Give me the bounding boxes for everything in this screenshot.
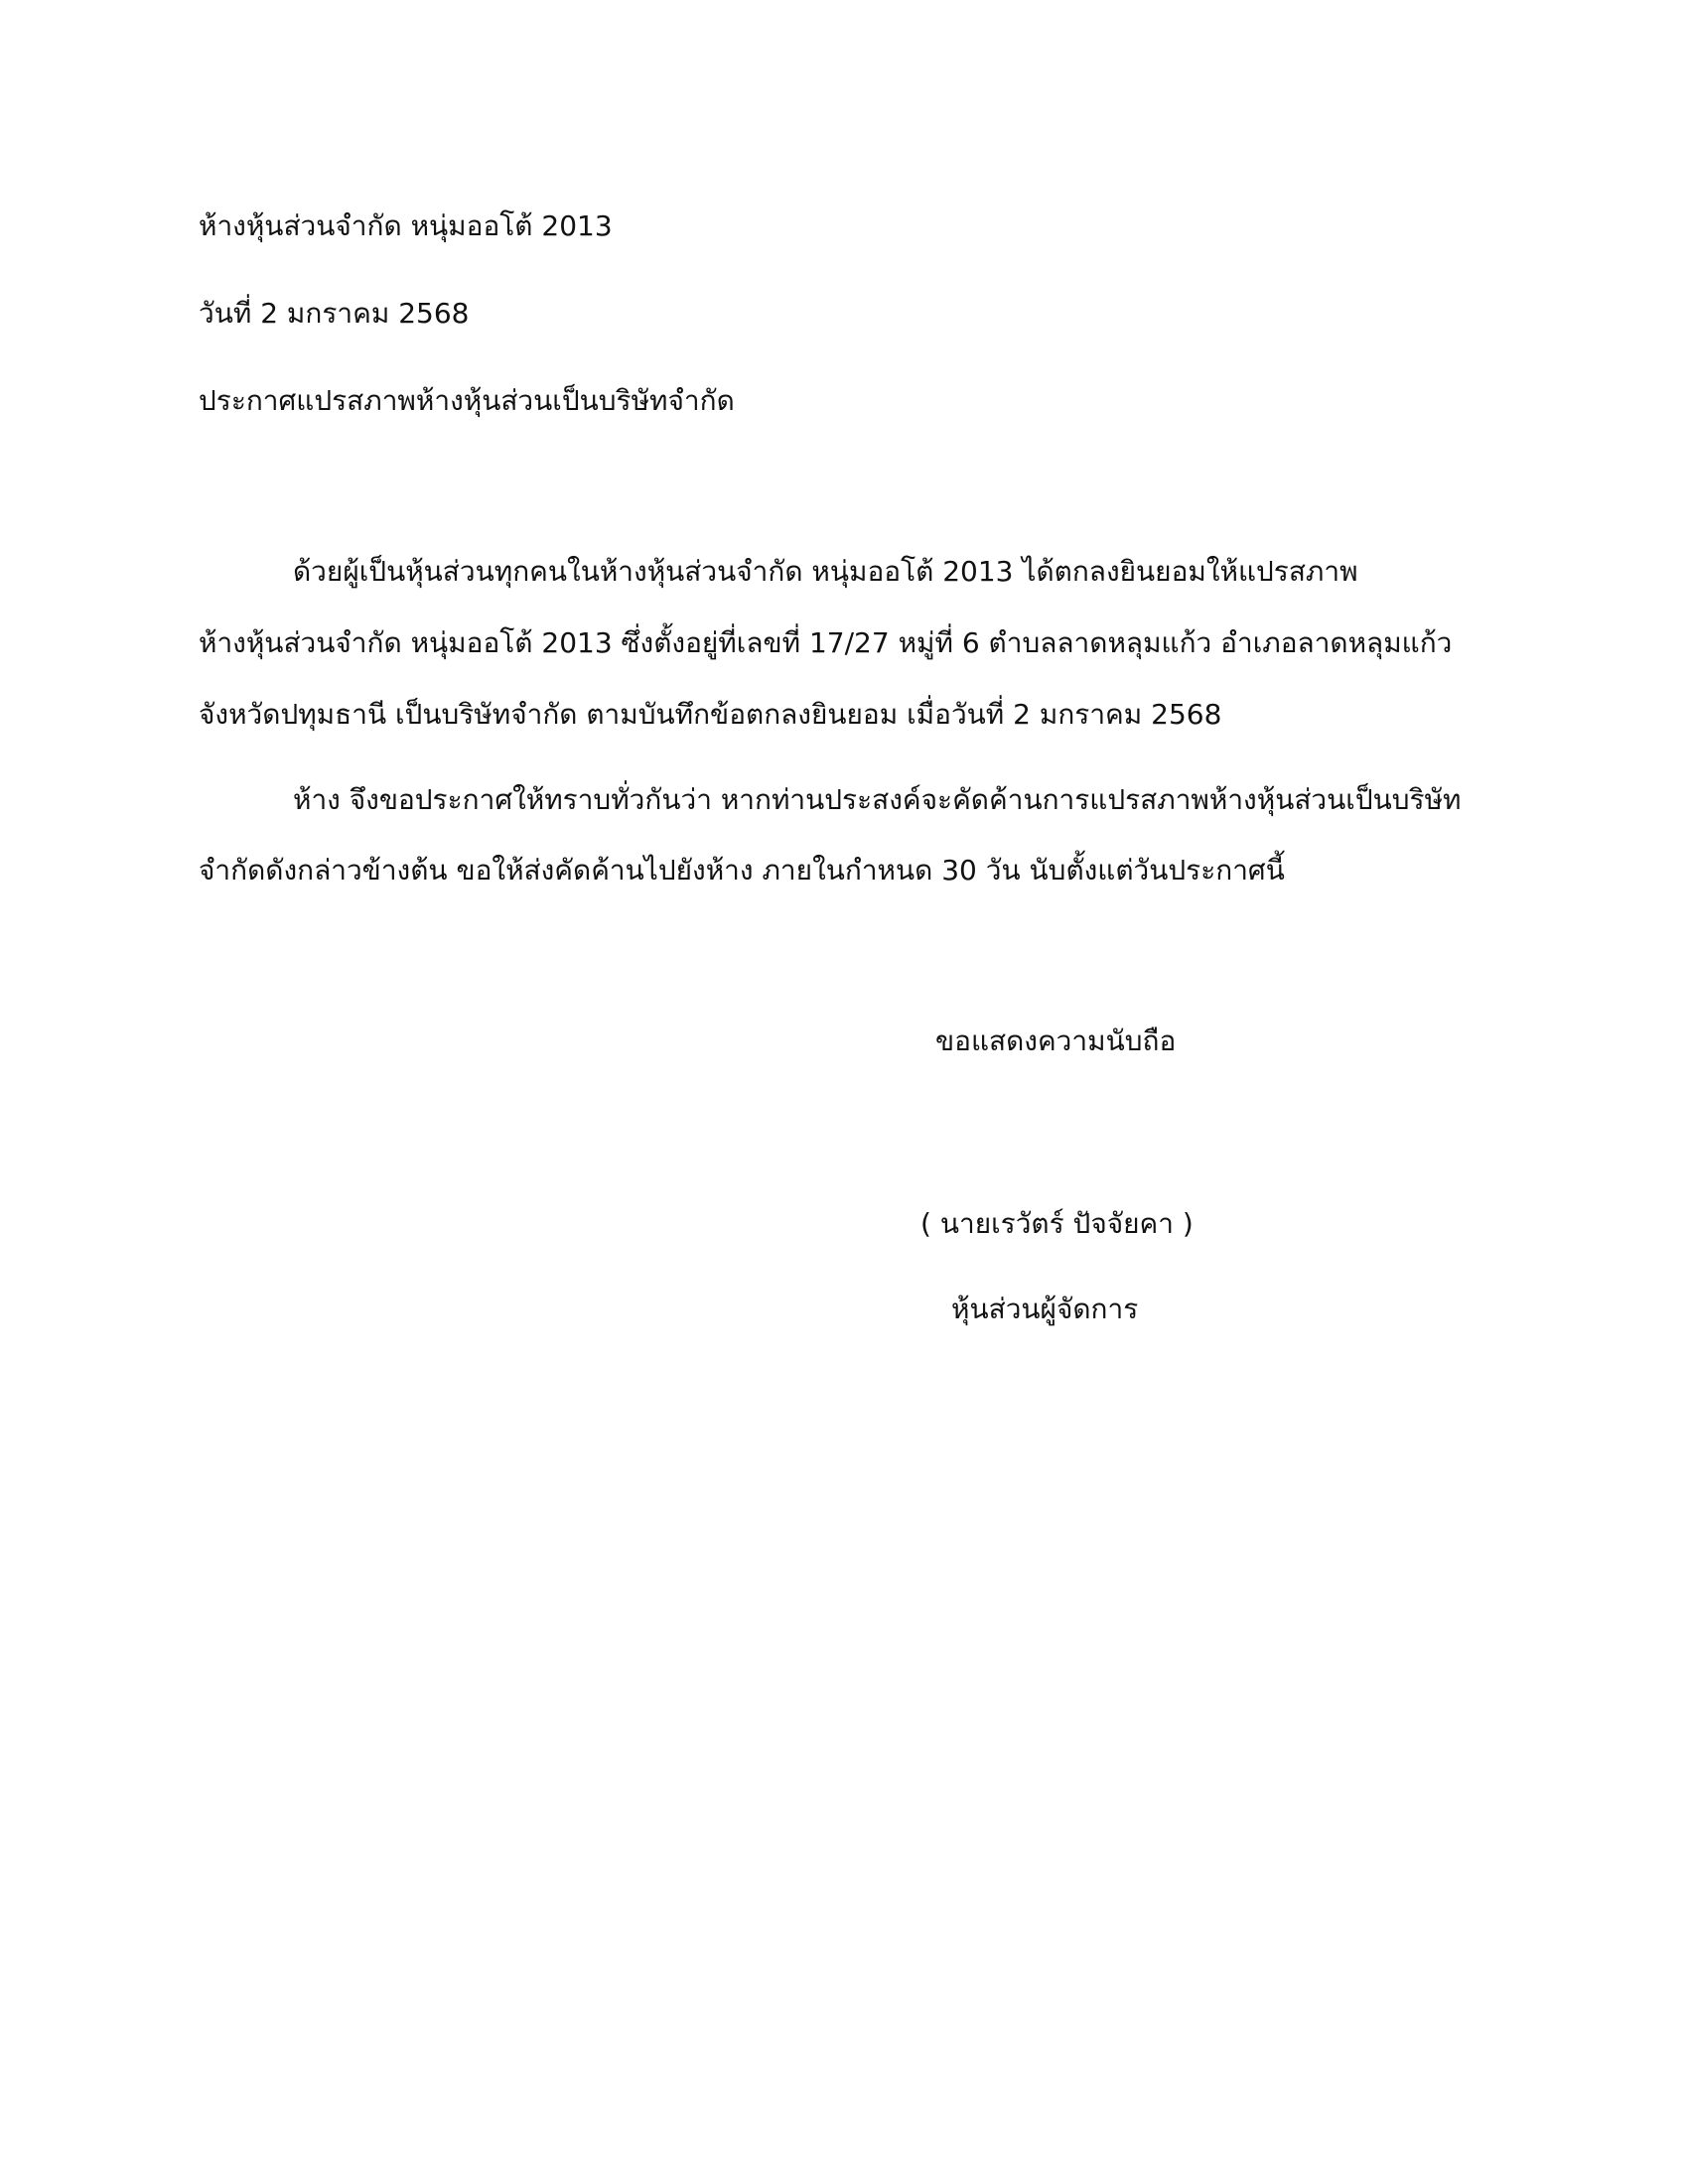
paragraph-1-line-2: ห้างหุ้นส่วนจำกัด หนุ่มออโต้ 2013 ซึ่งตั้งอยู่ที่เลขที่ 17/27 หมู่ที่ 6 ตำบลลาดหลุมแก้ว อำเภอลาดหลุมแก้ว — [199, 626, 1453, 659]
signatory-name: ( นายเรวัตร์ ปัจจัยคา ) — [920, 1207, 1194, 1240]
paragraph-1-line-1: ด้วยผู้เป็นหุ้นส่วนทุกคนในห้างหุ้นส่วนจำกัด หนุ่มออโต้ 2013 ได้ตกลงยินยอมให้แปรสภาพ — [293, 555, 1358, 588]
paragraph-2-line-1: ห้าง จึงขอประกาศให้ทราบทั่วกันว่า หากท่านประสงค์จะคัดค้านการแปรสภาพห้างหุ้นส่วนเป็นบริษัท — [293, 783, 1462, 816]
signatory-position: หุ้นส่วนผู้จัดการ — [951, 1293, 1139, 1325]
document-date: วันที่ 2 มกราคม 2568 — [199, 297, 470, 330]
closing-text: ขอแสดงความนับถือ — [935, 1024, 1177, 1057]
paragraph-2-line-2: จำกัดดังกล่าวข้างต้น ขอให้ส่งคัดค้านไปยังห้าง ภายในกำหนด 30 วัน นับตั้งแต่วันประกาศนี้ — [199, 854, 1285, 887]
paragraph-1-line-3: จังหวัดปทุมธานี เป็นบริษัทจำกัด ตามบันทึกข้อตกลงยินยอม เมื่อวันที่ 2 มกราคม 2568 — [199, 698, 1222, 731]
document-subject: ประกาศแปรสภาพห้างหุ้นส่วนเป็นบริษัทจำกัด — [199, 384, 735, 417]
company-name: ห้างหุ้นส่วนจำกัด หนุ่มออโต้ 2013 — [199, 209, 613, 242]
